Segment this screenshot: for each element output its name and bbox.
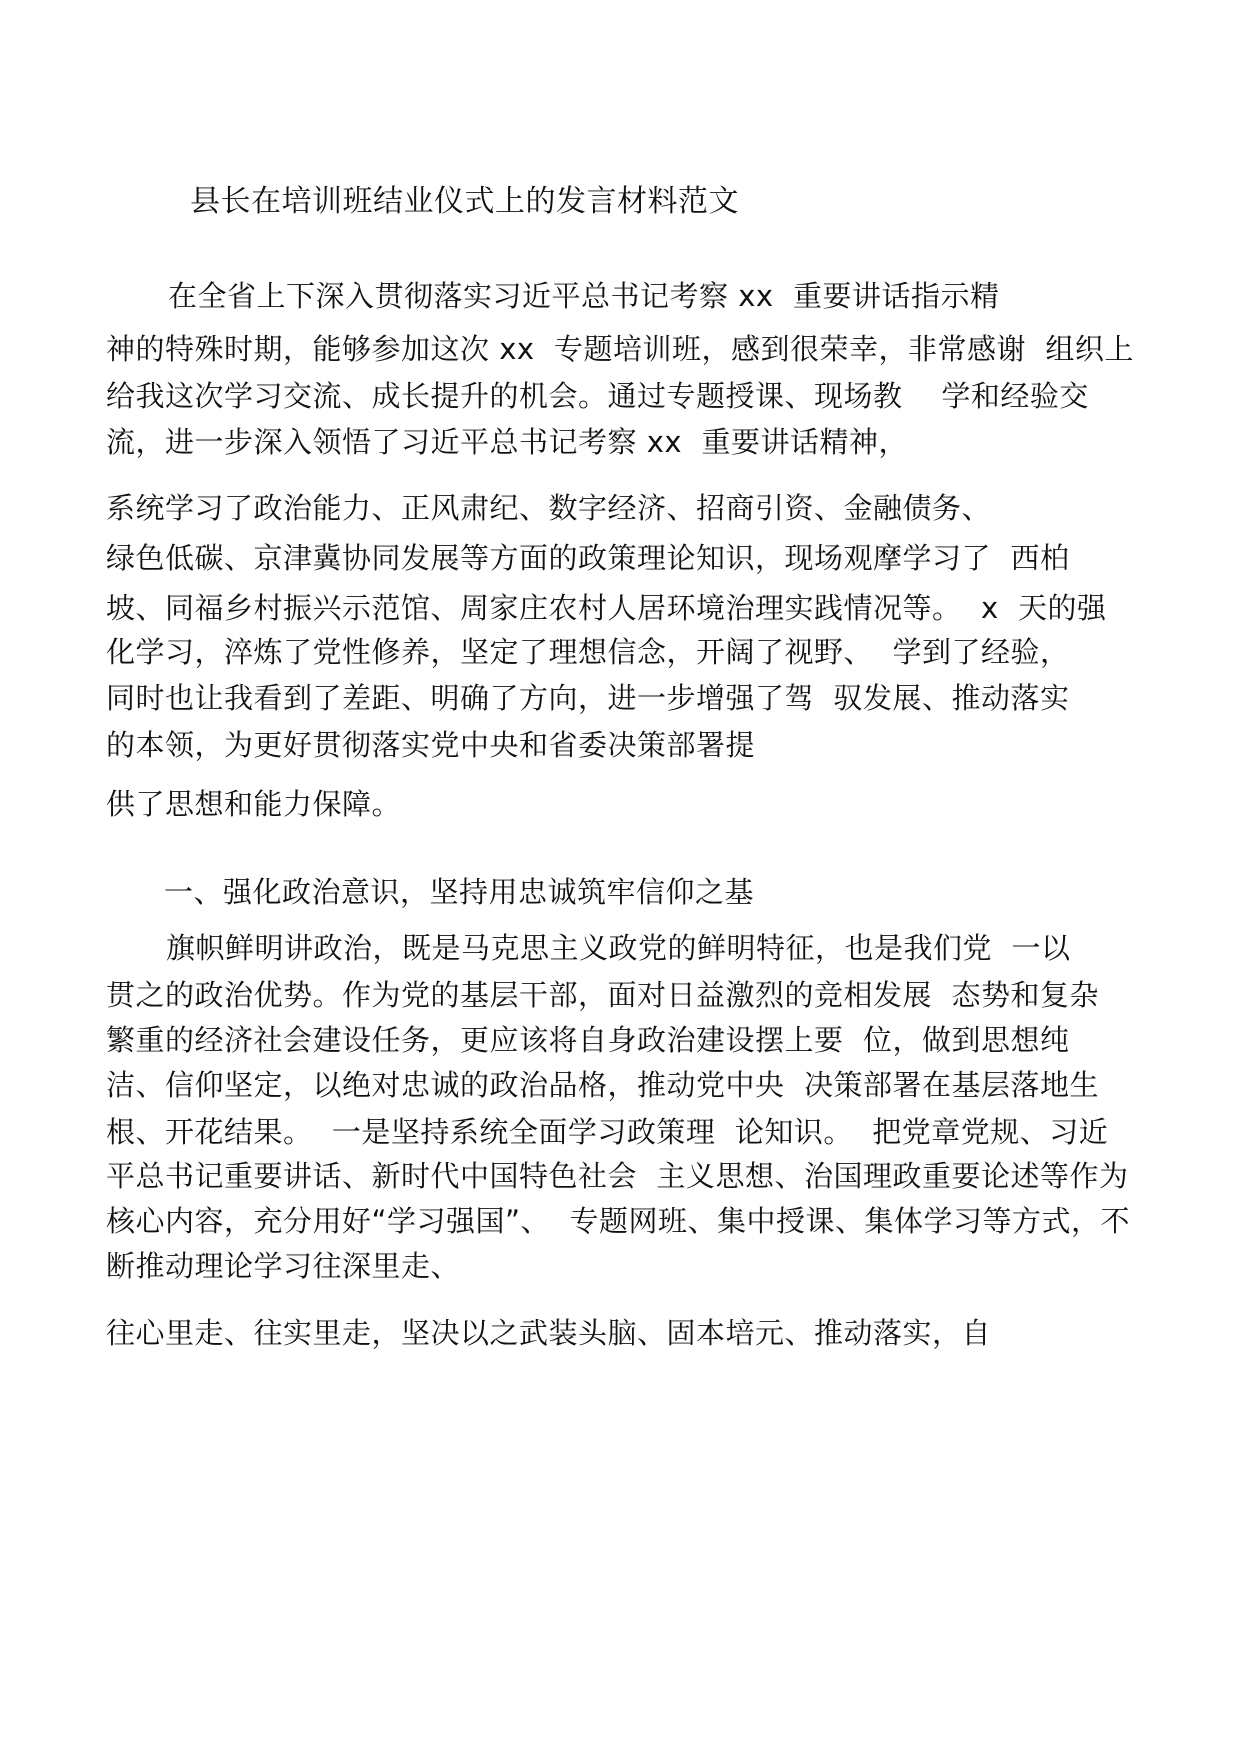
section-1-line-5: 根、开花结果。 一是坚持系统全面学习政策理 论知识。 把党章党规、习近 [106,1115,1109,1149]
intro-line-5: 系统学习了政治能力、正风肃纪、数字经济、招商引资、金融债务、 [106,491,992,525]
intro-line-7: 坡、同福乡村振兴示范馆、周家庄农村人居环境治理实践情况等。 x 天的强 [106,591,1107,625]
intro-line-1: 在全省上下深入贯彻落实习近平总书记考察 xx 重要讲话指示精 [168,279,1000,313]
intro-line-3: 给我这次学习交流、成长提升的机会。通过专题授课、现场教 学和经验交 [106,379,1089,413]
intro-line-9: 同时也让我看到了差距、明确了方向，进一步增强了驾 驭发展、推动落实 [106,681,1070,715]
intro-line-4: 流，进一步深入领悟了习近平总书记考察 xx 重要讲话精神， [106,425,908,459]
intro-line-11: 供了思想和能力保障。 [106,787,402,821]
section-1-heading: 一、强化政治意识，坚持用忠诚筑牢信仰之基 [164,875,755,909]
section-1-line-8: 断推动理论学习往深里走、 [106,1249,461,1283]
intro-line-6: 绿色低碳、京津冀协同发展等方面的政策理论知识，现场观摩学习了 西柏 [106,541,1070,575]
intro-line-10: 的本领，为更好贯彻落实党中央和省委决策部署提 [106,728,756,762]
section-1-line-4: 洁、信仰坚定，以绝对忠诚的政治品格，推动党中央 决策部署在基层落地生 [106,1068,1099,1102]
section-1-line-1: 旗帜鲜明讲政治，既是马克思主义政党的鲜明特征，也是我们党 一以 [166,931,1071,965]
document-title: 县长在培训班结业仪式上的发言材料范文 [190,184,739,219]
intro-line-2: 神的特殊时期，能够参加这次 xx 专题培训班，感到很荣幸，非常感谢 组织上 [106,332,1134,366]
section-1-line-2: 贯之的政治优势。作为党的基层干部，面对日益激烈的竞相发展 态势和复杂 [106,978,1099,1012]
section-1-line-6: 平总书记重要讲话、新时代中国特色社会 主义思想、治国理政重要论述等作为 [106,1159,1129,1193]
intro-line-8: 化学习，淬炼了党性修养，坚定了理想信念，开阔了视野、 学到了经验， [106,635,1070,669]
section-1-line-9: 往心里走、往实里走，坚决以之武装头脑、固本培元、推动落实，自 [106,1316,992,1350]
section-1-line-3: 繁重的经济社会建设任务，更应该将自身政治建设摆上要 位，做到思想纯 [106,1023,1070,1057]
section-1-line-7: 核心内容，充分用好“学习强国”、 专题网班、集中授课、集体学习等方式，不 [106,1204,1130,1238]
